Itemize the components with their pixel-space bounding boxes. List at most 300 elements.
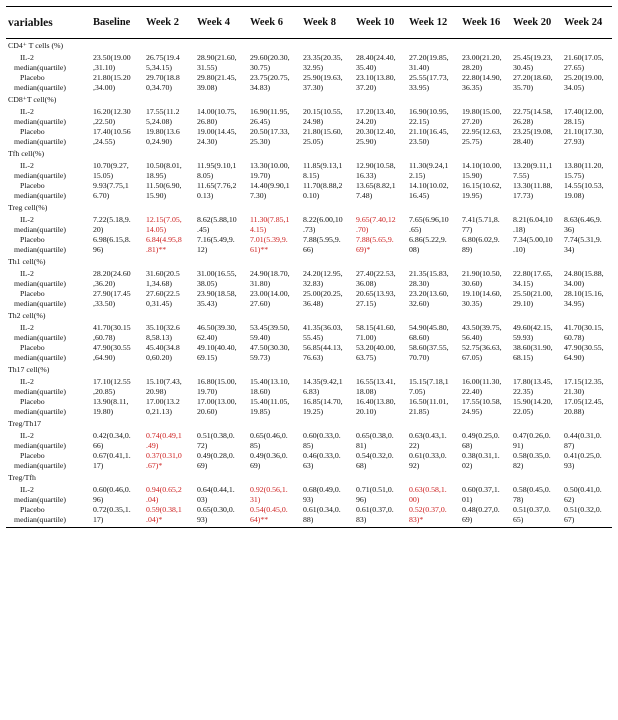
table-cell: 91) (513, 441, 524, 450)
row-label: Placebo (20, 505, 45, 514)
table-cell: 17.00(13.2 (146, 397, 180, 406)
table-cell: 29.10) (513, 299, 534, 308)
table-cell: 11.65(7.76,2 (197, 181, 237, 190)
table-cell: 20.15(10.55, (303, 107, 343, 116)
table-cell: 19.80) (93, 407, 114, 416)
table-cell: 11.70(8.88,2 (303, 181, 343, 190)
row-label: IL-2 (20, 161, 34, 170)
table-cell: 41.70(30.15, (564, 323, 604, 332)
table-cell: 0.54(0.45,0. (250, 505, 288, 514)
table-row (6, 51, 612, 63)
table-cell: 93) (195, 515, 248, 528)
table-cell: 15.10(7.43, (146, 377, 182, 386)
table-cell: 25.75) (462, 137, 483, 146)
table-cell: 0.51(0.32,0. (564, 505, 602, 514)
table-cell: 21.10(16.45, (409, 127, 449, 136)
table-cell: 0.50(0.41,0. (564, 485, 602, 494)
table-row (6, 73, 612, 83)
table-cell: 0.44(0.31,0. (564, 431, 602, 440)
table-cell: 31.60(20.5 (146, 269, 180, 278)
table-cell: 93) (303, 495, 314, 504)
table-cell: 24.95) (462, 407, 483, 416)
table-cell: 21.30) (564, 387, 585, 396)
table-cell: 27.40(22.53, (356, 269, 396, 278)
header-cell: Week 4 (195, 7, 248, 39)
table-cell: 0.65(0.46,0. (250, 431, 288, 440)
table-row (6, 343, 612, 353)
table-cell: 7.05) (409, 387, 426, 396)
table-cell: ,60.78) (93, 333, 116, 342)
table-cell: 30.60) (462, 279, 483, 288)
table-cell: 8.21(6.04,10 (513, 215, 553, 224)
table-cell: 54.90(45.80, (409, 323, 449, 332)
table-cell: 27.93) (564, 137, 585, 146)
row-label: median(quartile) (14, 495, 66, 504)
table-row (6, 191, 612, 201)
table-cell: 28.20(24.60 (93, 269, 131, 278)
table-cell: 22.40) (462, 387, 483, 396)
table-cell: 49.60(42.15, (513, 323, 553, 332)
table-cell: 25.00(20.25, (303, 289, 343, 298)
table-cell: 22.05) (513, 407, 534, 416)
table-cell: 36.08) (356, 279, 377, 288)
table-cell: 38.60(31.90, (513, 343, 553, 352)
table-cell: .65) (409, 225, 422, 234)
table-cell: .67)* (146, 461, 163, 470)
table-row (6, 353, 612, 363)
table-cell: 1,34.68) (146, 279, 172, 288)
table-body (6, 39, 612, 528)
table-cell: 28.10(15.16, (564, 289, 604, 298)
table-cell: 27.20(19.85, (409, 53, 449, 62)
row-label: median(quartile) (14, 63, 66, 72)
table-cell: 7.55) (513, 171, 530, 180)
table-cell: 17) (91, 515, 144, 528)
table-cell: 15.90(14.20, (513, 397, 553, 406)
table-cell: 28.40) (513, 137, 534, 146)
table-cell: 82) (513, 461, 524, 470)
table-row (6, 495, 612, 505)
table-row (6, 213, 612, 225)
table-cell: 32.95) (303, 63, 324, 72)
table-cell: 92) (409, 461, 420, 470)
section-title: Treg/Th17 (8, 419, 42, 428)
table-cell: 25.50(21.00, (513, 289, 553, 298)
table-row (6, 225, 612, 235)
table-cell: 22.80(14.90, (462, 73, 502, 82)
table-cell: 0.48(0.27,0. (462, 505, 500, 514)
table-cell: 23.00(14.00, (250, 289, 290, 298)
table-cell: 89) (462, 245, 473, 254)
section-title: Th2 cell(%) (8, 311, 46, 320)
table-cell: 36) (564, 225, 575, 234)
table-cell: 17.40(12.00, (564, 107, 604, 116)
table-cell: 28.15) (564, 117, 585, 126)
table-cell: 15.05) (93, 171, 114, 180)
table-cell: 16.40(13.80, (356, 397, 396, 406)
table-cell: 16.85(14.70, (303, 397, 343, 406)
section-title: CD8⁺T cell(%) (8, 95, 57, 104)
table-row (6, 321, 612, 333)
table-cell: 59.40) (250, 333, 271, 342)
table-cell: 58.60(37.55, (409, 343, 449, 352)
table-row (6, 117, 612, 127)
table-cell: 0.59(0.38,1 (146, 505, 182, 514)
table-row (6, 515, 612, 528)
table-cell: 0.94(0.65,2 (146, 485, 182, 494)
row-label: median(quartile) (14, 299, 66, 308)
table-cell: 26.80) (197, 117, 218, 126)
table-cell: 0.71(0.51,0. (356, 485, 394, 494)
table-cell: 0.46(0.33,0. (303, 451, 341, 460)
table-cell: 0.61(0.34,0. (303, 505, 341, 514)
table-cell: 25.55(17.73, (409, 73, 449, 82)
header-cell: Week 8 (301, 7, 354, 39)
table-cell: 8.05) (197, 171, 214, 180)
table-cell: 37.20) (356, 83, 377, 92)
table-cell: 0.49(0.36,0. (250, 451, 288, 460)
row-label: median(quartile) (14, 245, 66, 254)
table-cell: 68) (356, 461, 367, 470)
table-cell: 45.40(34.8 (146, 343, 180, 352)
table-row (6, 451, 612, 461)
table-cell: 8.63(6.46,9. (564, 215, 602, 224)
table-row (6, 333, 612, 343)
row-label: Placebo (20, 181, 45, 190)
table-row (6, 299, 612, 309)
table-cell: 22.80(17.65, (513, 269, 553, 278)
table-cell: 22.15) (409, 117, 430, 126)
table-cell: 15.90) (462, 171, 483, 180)
section-title: Tfh cell(%) (8, 149, 45, 158)
row-label: IL-2 (20, 377, 34, 386)
table-cell: 6.86(5.22,9. (409, 235, 447, 244)
table-cell: 24.98) (303, 117, 324, 126)
table-cell: 27.15) (356, 299, 377, 308)
table-cell: 25.45(19.23, (513, 53, 553, 62)
table-cell: 19.10(14.60, (462, 289, 502, 298)
table-cell: ,20.85) (93, 387, 116, 396)
table-cell: 20.50(17.33, (250, 127, 290, 136)
table-row (6, 461, 612, 471)
table-cell: 59.73) (250, 353, 271, 362)
table-cell: 23.20(13.60, (409, 289, 449, 298)
table-cell: 18.60) (250, 387, 271, 396)
table-cell: 23.35(20.35, (303, 53, 343, 62)
table-cell: 19.70) (250, 171, 271, 180)
header-cell: Week 16 (460, 7, 511, 39)
row-label: Placebo (20, 127, 45, 136)
table-cell: 11.95(9.10,1 (197, 161, 237, 170)
table-cell: 77) (462, 225, 473, 234)
table-cell: 01) (462, 495, 473, 504)
table-row (6, 441, 612, 451)
table-cell: 0.74(0.49,1 (146, 431, 182, 440)
table-cell: 36.35) (462, 83, 483, 92)
table-cell: 19.95) (462, 191, 483, 200)
table-cell: 22) (409, 441, 420, 450)
table-cell: 34.83) (250, 83, 271, 92)
table-cell: 16.55(13.41, (356, 377, 396, 386)
table-cell: 78) (513, 495, 524, 504)
table-row (6, 171, 612, 181)
table-cell: 17.15(12.35, (564, 377, 604, 386)
section-title: Treg cell(%) (8, 203, 48, 212)
table-cell: 0.92(0.56,1. (250, 485, 288, 494)
table-cell: 0.52(0.37,0. (409, 505, 447, 514)
table-cell: 17.10(12.55 (93, 377, 131, 386)
table-cell: 15.40(13.10, (250, 377, 290, 386)
table-cell: 7.22(5.18,9. (93, 215, 131, 224)
table-cell: 6.98(6.15,8. (93, 235, 131, 244)
table-cell: 64.90) (564, 353, 585, 362)
table-cell: 76.63) (303, 353, 324, 362)
table-cell: 28.40(24.40, (356, 53, 396, 62)
table-cell: 65) (511, 515, 562, 528)
table-row (6, 267, 612, 279)
table-row (6, 505, 612, 515)
table-row (6, 429, 612, 441)
table-row (6, 181, 612, 191)
table-cell: 30.75) (250, 63, 271, 72)
header-cell: Week 2 (144, 7, 195, 39)
table-cell: 20.65(13.93, (356, 289, 396, 298)
row-label: Placebo (20, 343, 45, 352)
table-cell: 96) (356, 495, 367, 504)
table-cell: 7.34(5.00,10 (513, 235, 553, 244)
row-label: Placebo (20, 73, 45, 82)
table-cell: 0.47(0.26,0. (513, 431, 551, 440)
table-cell: 47.50(30.30, (250, 343, 290, 352)
table-cell: 34.95) (564, 299, 585, 308)
table-cell: 18.08) (356, 387, 377, 396)
table-cell: 31) (250, 495, 261, 504)
table-cell: 20.30(12.40, (356, 127, 396, 136)
table-cell: 0.60(0.33,0. (303, 431, 341, 440)
table-cell: 35.43) (197, 299, 218, 308)
table-cell: 81) (356, 441, 367, 450)
table-cell: ,64.90) (93, 353, 116, 362)
table-cell: 66) (303, 245, 314, 254)
table-cell: 21.35(15.83, (409, 269, 449, 278)
table-cell: 0.51(0.38,0. (197, 431, 235, 440)
table-cell: 13.65(8.82,1 (356, 181, 396, 190)
table-cell: 24.20(12.95, (303, 269, 343, 278)
table-cell: 13.30(11.88, (513, 181, 553, 190)
header-cell: Week 20 (511, 7, 562, 39)
table-cell: 60.78) (564, 333, 585, 342)
table-cell: 0,60.20) (146, 353, 172, 362)
table-cell: 29.70(18.8 (146, 73, 180, 82)
header-row (6, 7, 612, 39)
table-cell: ,33.50) (93, 299, 116, 308)
table-row (6, 387, 612, 397)
table-cell: 59.93) (513, 333, 534, 342)
table-cell: 0.41(0.25,0. (564, 451, 602, 460)
table-cell: 27.60) (250, 299, 271, 308)
table-cell: 35.10(32.6 (146, 323, 180, 332)
table-cell: 41.70(30.15 (93, 323, 131, 332)
table-cell: 24.90(18.70, (250, 269, 290, 278)
table-cell: 56.40) (462, 333, 483, 342)
table-cell: 7.74(5.31,9. (564, 235, 602, 244)
table-cell: 21.90(10.50, (462, 269, 502, 278)
table-cell: 20.10) (356, 407, 377, 416)
section-title: Treg/Tfh (8, 473, 36, 482)
table-cell: 31.80) (250, 279, 271, 288)
table-cell: 27.20(18.60, (513, 73, 553, 82)
table-cell: 39.08) (197, 83, 218, 92)
table-cell: 27.90(17.45 (93, 289, 131, 298)
table-cell: 69)* (356, 245, 371, 254)
table-cell: 11.50(6.90, (146, 181, 182, 190)
row-label: Placebo (20, 289, 45, 298)
table-cell: 7.65(6.96,10 (409, 215, 449, 224)
table-cell: 41.35(36.03, (303, 323, 343, 332)
table-cell: 15.15(7.18,1 (409, 377, 449, 386)
table-cell: 8.62(5.88,10 (197, 215, 237, 224)
table-cell: 28.90(21.60, (197, 53, 237, 62)
table-cell: .81)** (146, 245, 167, 254)
table-cell: ,34.00) (93, 83, 116, 92)
table-cell: 22.35) (513, 387, 534, 396)
table-cell: 22.95(12.63, (462, 127, 502, 136)
table-cell: 24.30) (197, 137, 218, 146)
row-label: median(quartile) (6, 515, 91, 528)
table-cell: 27.20) (462, 117, 483, 126)
section-title: CD4⁺ T cells (%) (8, 41, 64, 50)
table-cell: 61)** (250, 245, 269, 254)
header-cell: Week 10 (354, 7, 407, 39)
row-label: IL-2 (20, 215, 34, 224)
table-cell: 29.60(20.30, (250, 53, 290, 62)
row-label: IL-2 (20, 107, 34, 116)
table-cell: 25.90) (356, 137, 377, 146)
table-cell: 19.00(14.45, (197, 127, 237, 136)
section-header-row (6, 39, 612, 52)
table-cell: 83) (354, 515, 407, 528)
table-cell: 0.64(0.44,1. (197, 485, 235, 494)
table-cell: 0,24.90) (146, 137, 172, 146)
table-cell: 17.55(11.2 (146, 107, 180, 116)
table-cell: 20.60) (197, 407, 218, 416)
table-cell: 0.61(0.37,0. (356, 505, 394, 514)
table-cell: 0.42(0.34,0. (93, 431, 131, 440)
table-cell: 13.20(9.11,1 (513, 161, 553, 170)
row-label: IL-2 (20, 53, 34, 62)
table-cell: 31.00(16.55, (197, 269, 237, 278)
table-cell: 08) (409, 245, 420, 254)
table-cell: 19.08) (564, 191, 585, 200)
table-cell: 85) (303, 441, 314, 450)
row-label: IL-2 (20, 323, 34, 332)
table-cell: 70.70) (409, 353, 430, 362)
table-cell: 19.80(13.6 (146, 127, 180, 136)
table-cell: 21.80(15.20 (93, 73, 131, 82)
table-cell: 34.00) (564, 279, 585, 288)
table-cell: 8.15) (303, 171, 320, 180)
table-cell: 7.88(5.95,9. (303, 235, 341, 244)
table-cell: 17.55(10.58, (462, 397, 502, 406)
table-cell: 14.40(9.90,1 (250, 181, 290, 190)
table-cell: 17.20(13.40, (356, 107, 396, 116)
table-cell: 13.90(8.11, (93, 397, 129, 406)
row-label: median(quartile) (14, 387, 66, 396)
table-cell: 5,24.08) (146, 117, 172, 126)
table-cell: 67.05) (462, 353, 483, 362)
table-cell: ,24.55) (93, 137, 116, 146)
table-row (6, 235, 612, 245)
table-cell: 24.80(15.88, (564, 269, 604, 278)
table-row (6, 105, 612, 117)
table-cell: 14.35(9.42,1 (303, 377, 343, 386)
table-cell: 63) (303, 461, 314, 470)
table-row (6, 289, 612, 299)
row-label: Placebo (20, 397, 45, 406)
table-cell: 0,31.45) (146, 299, 172, 308)
table-cell: 14.10(10.00, (462, 161, 502, 170)
table-cell: 62) (564, 495, 575, 504)
table-cell: 11.30(7.85,1 (250, 215, 290, 224)
table-cell: 0.63(0.58,1. (409, 485, 447, 494)
table-cell: 68.60) (409, 333, 430, 342)
table-cell: 0,21.13) (146, 407, 172, 416)
table-cell: 58.15(41.60, (356, 323, 396, 332)
table-cell: 15.40(11.05, (250, 397, 290, 406)
section-title: Th1 cell(%) (8, 257, 46, 266)
table-cell: 0.13) (197, 191, 214, 200)
row-label: median(quartile) (14, 83, 66, 92)
table-cell: 14.55(10.53, (564, 181, 604, 190)
table-cell: 64)** (248, 515, 301, 528)
table-cell: 16.90(11.95, (250, 107, 290, 116)
table-cell: 21.60(17.05, (564, 53, 604, 62)
table-cell: 17.40(10.56 (93, 127, 131, 136)
table-cell: 17.00(13.00, (197, 397, 237, 406)
row-label: Placebo (20, 235, 45, 244)
table-cell: 25.90(19.63, (303, 73, 343, 82)
table-cell: 23.75(20.75, (250, 73, 290, 82)
table-cell: 25.30) (250, 137, 271, 146)
table-cell: 23.90(18.58, (197, 289, 237, 298)
row-label: median(quartile) (14, 441, 66, 450)
table-cell: 03) (197, 495, 208, 504)
table-cell: 16.90(10.95, (409, 107, 449, 116)
table-cell: 66) (93, 441, 104, 450)
table-cell: 47.90(30.55 (93, 343, 131, 352)
table-cell: 23.50) (409, 137, 430, 146)
table-cell: 34) (564, 245, 575, 254)
table-cell: 0.37(0.31,0 (146, 451, 182, 460)
table-cell: 8.22(6.00,10 (303, 215, 343, 224)
row-label: median(quartile) (14, 117, 66, 126)
table-cell: 37.30) (303, 83, 324, 92)
table-cell: 19.25) (303, 407, 324, 416)
table-cell: 9.65(7.40,12 (356, 215, 396, 224)
table-cell: 69) (460, 515, 511, 528)
table-cell: 7.01(5.39,9. (250, 235, 288, 244)
table-cell: 11.30(9.24,1 (409, 161, 449, 170)
table-cell: 36.48) (303, 299, 324, 308)
row-label: median(quartile) (14, 225, 66, 234)
row-label: median(quartile) (14, 353, 66, 362)
row-label: median(quartile) (14, 279, 66, 288)
table-cell: 7.41(5.71,8. (462, 215, 500, 224)
header-cell: Baseline (91, 7, 144, 39)
table-cell: 30.35) (462, 299, 483, 308)
table-cell: 7.48) (356, 191, 373, 200)
table-row (6, 63, 612, 73)
